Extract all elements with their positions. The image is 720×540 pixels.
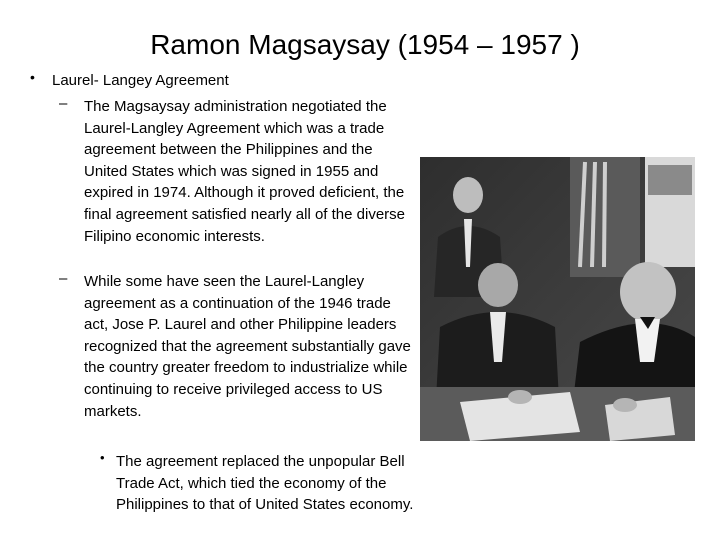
- bullet-marker: •: [100, 450, 105, 465]
- photo-signing-ceremony-icon: [420, 157, 695, 441]
- dash-marker: –: [59, 95, 68, 112]
- bullet-marker: •: [30, 69, 35, 85]
- bullet-level2-negotiation: The Magsaysay administration negotiated the Laurel-Langley Agreement which was a trade agreement between the Philippines and the United States which was signed in 1955 and expired in 1974. Although it proved deficient, the final agreement satisfied nearly all of the diverse Filipino economic interests.: [84, 98, 406, 245]
- signing-photo: [420, 157, 695, 441]
- bullet-level3-bell-trade-act: The agreement replaced the unpopular Bell Trade Act, which tied the economy of the Philippines to that of United States economy.: [116, 453, 414, 514]
- bullet-level2-continuation: While some have seen the Laurel-Langley agreement as a continuation of the 1946 trade act, Jose P. Laurel and other Philippine leaders recognized that the agreement substantially gave the country greater freedom to industrialize while continuing to receive privileged access to US markets.: [84, 273, 411, 420]
- slide-title: Ramon Magsaysay (1954 – 1957 ): [150, 29, 580, 60]
- dash-marker: –: [59, 270, 68, 287]
- bullet-level1: Laurel- Langey Agreement: [52, 72, 229, 89]
